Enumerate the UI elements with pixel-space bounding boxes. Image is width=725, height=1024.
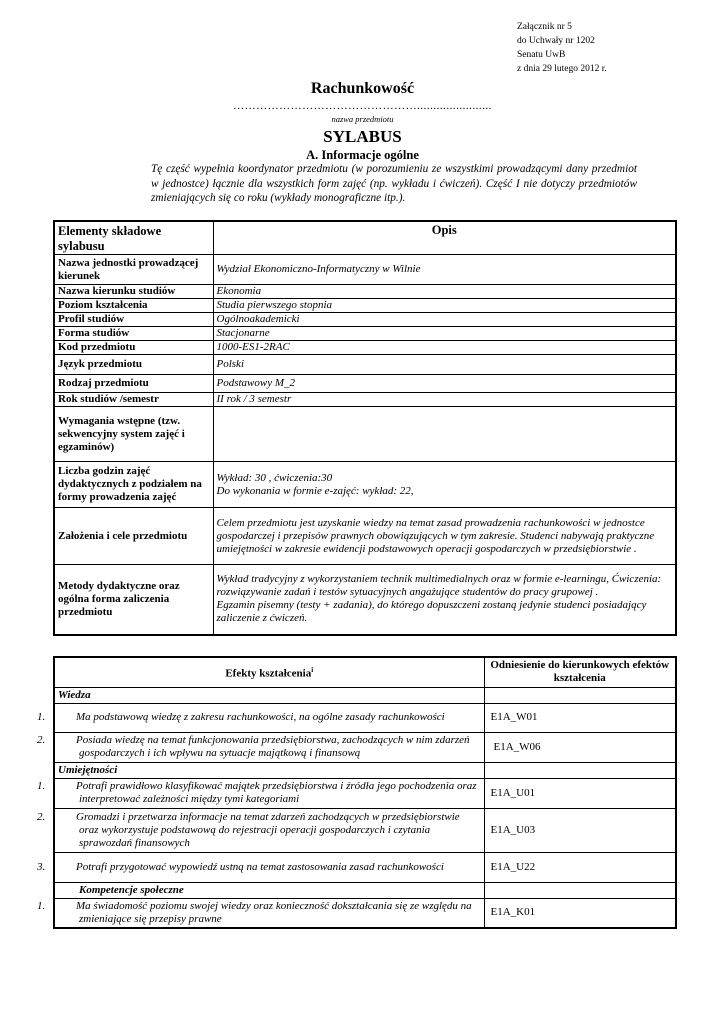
effect-row [37, 732, 484, 762]
info-header-elements: Elementy składowe sylabusu [54, 221, 213, 255]
info-value: Studia pierwszego stopnia [213, 299, 676, 313]
info-key: Nazwa kierunku studiów [54, 285, 213, 299]
effect-row [37, 778, 484, 808]
dotted-line: …………………………………………....................... [233, 100, 492, 112]
subject-title: Rachunkowość [310, 80, 415, 97]
empty-cell [484, 687, 676, 703]
empty-cell [484, 882, 676, 898]
info-value: Wydział Ekonomiczno-Informatyczny w Wilnie [213, 255, 676, 285]
effect-text: Ma świadomość poziomu swojej wiedzy oraz konieczność dokształcania się ze względu na zmieniające się przepisy prawne [76, 899, 472, 925]
info-key: Poziom kształcenia [54, 299, 213, 313]
info-key: Wymagania wstępne (tzw. sekwencyjny system zajęć i egzaminów) [54, 407, 213, 462]
info-key: Metody dydaktyczne oraz ogólna forma zaliczenia przedmiotu [54, 565, 213, 635]
effect-text: Potrafi przygotować wypowiedź ustną na temat zastosowania zasad rachunkowości [76, 860, 444, 873]
info-key: Profil studiów [54, 313, 213, 327]
effect-row [37, 898, 484, 928]
syllabus-heading: SYLABUS [323, 127, 402, 146]
effect-text: Gromadzi i przetwarza informacje na temat zdarzeń zachodzących w przedsiębiorstwie oraz wykorzystuje podstawową do rejestracji operacji gospodarczych i czytania sprawozdań finansowych [76, 810, 460, 849]
info-key: Nazwa jednostki prowadzącej kierunek [54, 255, 213, 285]
effect-code: E1A_W06 [484, 732, 676, 762]
info-value: Polski [213, 355, 676, 375]
annex-line: do Uchwały nr 1202 [517, 36, 595, 46]
info-key: Język przedmiotu [54, 355, 213, 375]
effects-header-label: Efekty kształcenia [225, 667, 312, 680]
info-header-description: Opis [213, 221, 676, 255]
annex-line: Senatu UwB [517, 50, 566, 60]
info-table [53, 220, 677, 636]
info-value: Wykład: 30 , ćwiczenia:30 Do wykonania w formie e-zajęć: wykład: 22, [213, 462, 676, 508]
effect-code: E1A_K01 [484, 898, 676, 928]
effect-text: Ma podstawową wiedzę z zakresu rachunkowości, na ogólne zasady rachunkowości [76, 711, 445, 723]
info-value: Ekonomia [213, 285, 676, 299]
annex-line: Załącznik nr 5 [517, 22, 572, 32]
effect-number: 1. [37, 780, 46, 792]
info-key: Forma studiów [54, 327, 213, 341]
effect-code: E1A_U01 [484, 778, 676, 808]
effect-row [37, 808, 484, 852]
effect-text: Potrafi prawidłowo klasyfikować majątek przedsiębiorstwa i źródła jego pochodzenia oraz interpretować zależności między tymi kategoriami [76, 780, 477, 805]
effect-code: E1A_U03 [484, 808, 676, 852]
effect-number: 2. [37, 734, 46, 746]
effect-number: 3. [37, 860, 46, 873]
effects-table [37, 656, 677, 929]
effect-number: 2. [37, 810, 46, 823]
annex-line: z dnia 29 lutego 2012 r. [517, 64, 607, 74]
info-value: Stacjonarne [213, 327, 676, 341]
info-value: Ogólnoakademicki [213, 313, 676, 327]
info-value [213, 407, 676, 462]
subject-caption: nazwa przedmiotu [331, 114, 394, 124]
effect-text: Posiada wiedzę na temat funkcjonowania przedsiębiorstwa, zachodzących w nim zdarzeń gospodarczych i ich wpływu na sytuacje majątkową i finansową [76, 734, 470, 759]
intro-text: Tę część wypełnia koordynator przedmiotu (w porozumieniu ze wszystkimi prowadzącymi dany przedmiot w jednostce) łącznie dla wszystkich form zajęć (np. wykładu i ćwiczeń). Część I nie dotyczy przedmiotów zmieniających się co roku (wykłady monograficzne itp.). [151, 163, 637, 205]
effect-row [37, 852, 484, 882]
info-key: Rodzaj przedmiotu [54, 375, 213, 393]
empty-cell [484, 762, 676, 778]
effect-code: E1A_W01 [484, 703, 676, 732]
category-social: Kompetencje społeczne [54, 882, 484, 898]
footnote-marker: i [311, 665, 314, 674]
effect-number: 1. [37, 711, 46, 723]
reference-header: Odniesienie do kierunkowych efektów kształcenia [484, 657, 676, 687]
category-knowledge: Wiedza [54, 687, 484, 703]
info-key: Kod przedmiotu [54, 341, 213, 355]
info-value: Podstawowy M_2 [213, 375, 676, 393]
info-value: Celem przedmiotu jest uzyskanie wiedzy na temat zasad prowadzenia rachunkowości w jednostce gospodarczej i przepisów prawnych obowiązujących w tym zakresie. Studenci nabywają praktyczne umiejętności w zakresie ewidencji podstawowych operacji gospodarczych w przedsiębiorstwie . [213, 508, 676, 565]
info-key: Założenia i cele przedmiotu [54, 508, 213, 565]
info-key: Rok studiów /semestr [54, 393, 213, 407]
category-skills: Umiejętności [54, 762, 484, 778]
effect-row [37, 703, 484, 732]
effect-number: 1. [37, 899, 46, 912]
info-value: 1000-ES1-2RAC [213, 341, 676, 355]
info-value: Wykład tradycyjny z wykorzystaniem technik multimedialnych oraz w formie e-learningu, Ćwiczenia: rozwiązywanie zadań i testów sytuacyjnych angażujące studentów do pracy grupowej . Egzamin pisemny (testy + zadania), do którego dopuszczeni zostaną jedynie studenci posiadający zaliczenie z ćwiczeń. [213, 565, 676, 635]
effect-code: E1A_U22 [484, 852, 676, 882]
info-value: II rok / 3 semestr [213, 393, 676, 407]
section-a-heading: A. Informacje ogólne [306, 148, 419, 162]
effects-header [54, 657, 484, 687]
info-key: Liczba godzin zajęć dydaktycznych z podziałem na formy prowadzenia zajęć [54, 462, 213, 508]
annex-note [517, 20, 607, 76]
